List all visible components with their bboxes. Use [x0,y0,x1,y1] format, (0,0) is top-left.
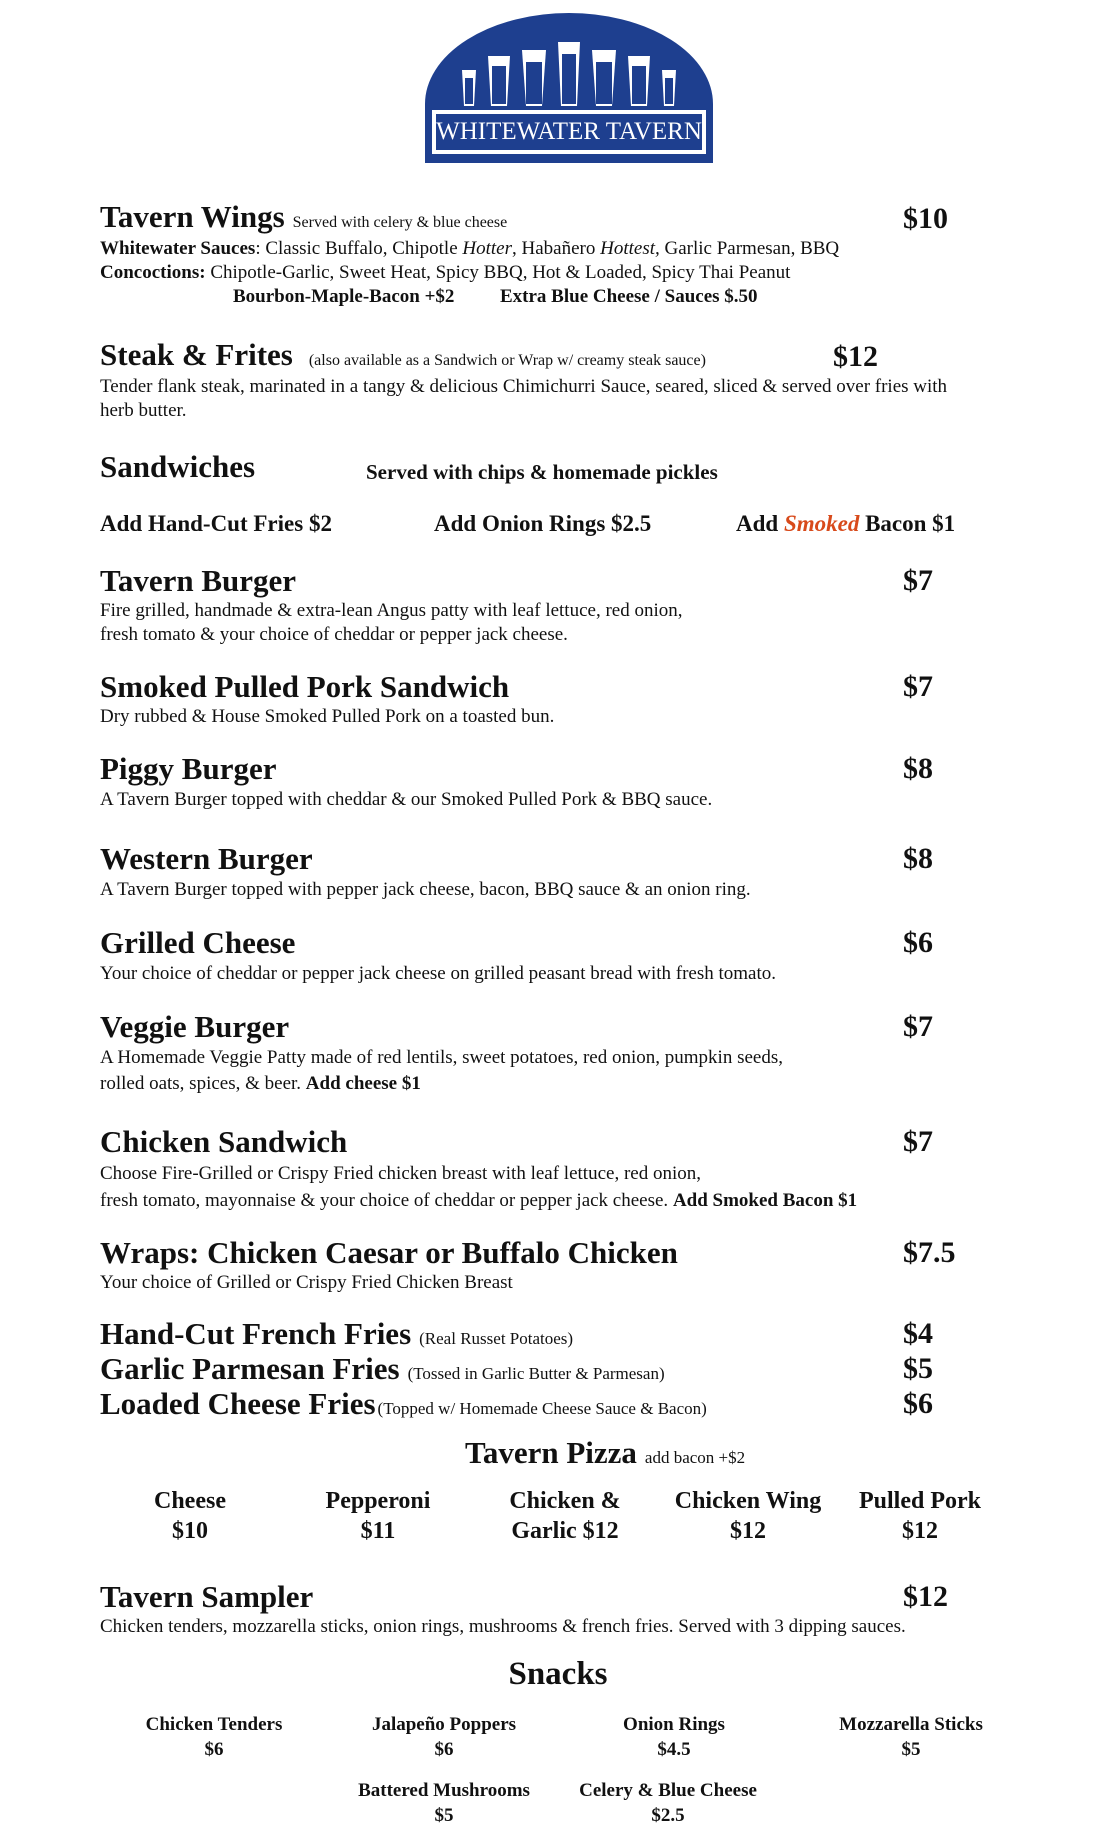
wings-heading [100,200,507,240]
pulled-pork-desc: Dry rubbed & House Smoked Pulled Pork on a toasted bun. [100,706,555,727]
pizza-option: Pepperoni $11 [325,1488,431,1544]
wings-concoctions: Concoctions: Chipotle-Garlic, Sweet Heat, Spicy BBQ, Hot & Loaded, Spicy Thai Peanut [100,262,791,283]
pulled-pork-title: Smoked Pulled Pork Sandwich [100,669,510,704]
grilled-cheese-desc: Your choice of cheddar or pepper jack cheese on grilled peasant bread with fresh tomato. [100,963,777,984]
wings-title: Tavern Wings [100,199,285,234]
snacks-title: Snacks [508,1656,608,1692]
steak-title: Steak & Frites [100,337,293,372]
sampler-price: $12 [903,1580,948,1613]
grilled-cheese-title: Grilled Cheese [100,925,296,960]
sandwiches-subtitle: Served with chips & homemade pickles [366,460,718,484]
sampler-desc: Chicken tenders, mozzarella sticks, onion rings, mushrooms & french fries. Served with 3 dipping sauces. [100,1616,906,1637]
chicken-sandwich-title: Chicken Sandwich [100,1124,348,1159]
add-bacon: Add Smoked Bacon $1 [736,511,956,536]
pizza-option: Cheese $10 [154,1488,226,1544]
tavern-burger-title: Tavern Burger [100,563,297,598]
logo-text: WHITEWATER TAVERN [436,118,702,145]
pizza-option: Chicken Wing $12 [674,1488,822,1544]
pizza-title: Tavern Pizza [465,1435,637,1470]
steak-desc-1: Tender flank steak, marinated in a tangy & delicious Chimichurri Sauce, seared, sliced & served over fries with [100,376,948,397]
wraps-title: Wraps: Chicken Caesar or Buffalo Chicken [100,1235,678,1270]
pulled-pork-price: $7 [903,670,933,703]
western-burger-title: Western Burger [100,841,313,876]
wings-addon-cheese: Extra Blue Cheese / Sauces $.50 [500,286,758,307]
steak-note: (also available as a Sandwich or Wrap w/ creamy steak sauce) [308,352,706,369]
snack-item: Onion Rings $4.5 [623,1714,725,1760]
steak-desc-2: herb butter. [100,400,187,421]
chicken-sandwich-desc-1: Choose Fire-Grilled or Crispy Fried chicken breast with leaf lettuce, red onion, [100,1163,701,1184]
snack-item: Chicken Tenders $6 [145,1714,283,1760]
wings-sauces: Whitewater Sauces: Classic Buffalo, Chipotle Hotter, Habañero Hottest, Garlic Parmesan, BBQ [100,238,840,259]
add-fries: Add Hand-Cut Fries $2 [100,511,332,536]
veggie-burger-price: $7 [903,1010,933,1043]
western-burger-desc: A Tavern Burger topped with pepper jack cheese, bacon, BBQ sauce & an onion ring. [100,879,751,900]
chicken-sandwich-price: $7 [903,1125,933,1158]
wings-note: Served with celery & blue cheese [292,214,508,231]
pizza-option: Chicken & Garlic $12 [509,1488,621,1544]
fries-garlic-parmesan-price: $5 [903,1352,933,1385]
piggy-burger-title: Piggy Burger [100,751,277,786]
tavern-burger-desc-2: fresh tomato & your choice of cheddar or pepper jack cheese. [100,624,568,645]
fries-garlic-parmesan: Garlic Parmesan Fries (Tossed in Garlic Butter & Parmesan) [100,1351,665,1386]
fries-hand-cut-price: $4 [903,1317,933,1350]
snack-item: Mozzarella Sticks $5 [839,1714,983,1760]
piggy-burger-price: $8 [903,752,933,785]
snack-item: Battered Mushrooms $5 [358,1780,530,1826]
sampler-title: Tavern Sampler [100,1579,314,1614]
sandwiches-title: Sandwiches [100,449,256,484]
steak-price: $12 [833,340,878,373]
chicken-sandwich-desc-2: fresh tomato, mayonnaise & your choice of cheddar or pepper jack cheese. Add Smoked Bacon $1 [100,1190,858,1211]
veggie-burger-desc-2: rolled oats, spices, & beer. Add cheese $1 [100,1073,421,1094]
chicken-add-bacon: Add Smoked Bacon $1 [672,1190,858,1211]
pizza-option: Pulled Pork $12 [858,1488,981,1544]
grilled-cheese-price: $6 [903,926,933,959]
add-onion-rings: Add Onion Rings $2.5 [434,511,652,536]
tavern-burger-price: $7 [903,564,933,597]
veggie-burger-title: Veggie Burger [100,1009,290,1044]
wings-price: $10 [903,202,948,235]
snack-item: Celery & Blue Cheese $2.5 [579,1780,757,1826]
wraps-desc: Your choice of Grilled or Crispy Fried Chicken Breast [100,1272,513,1293]
steak-heading [100,338,706,378]
fries-loaded-cheese: Loaded Cheese Fries (Topped w/ Homemade Cheese Sauce & Bacon) [100,1386,707,1421]
pizza-heading [465,1435,745,1471]
wraps-price: $7.5 [903,1236,956,1269]
tavern-logo [418,12,720,167]
snack-item: Jalapeño Poppers $6 [371,1714,517,1760]
smoked-highlight: Smoked [783,511,860,536]
veggie-burger-desc-1: A Homemade Veggie Patty made of red lentils, sweet potatoes, red onion, pumpkin seeds, [100,1047,783,1068]
veggie-add-cheese: Add cheese $1 [305,1073,421,1094]
fries-loaded-cheese-price: $6 [903,1387,933,1420]
pizza-note: add bacon +$2 [644,1448,746,1467]
fries-hand-cut: Hand-Cut French Fries (Real Russet Potatoes) [100,1316,574,1351]
western-burger-price: $8 [903,842,933,875]
tavern-burger-desc-1: Fire grilled, handmade & extra-lean Angus patty with leaf lettuce, red onion, [100,600,683,621]
piggy-burger-desc: A Tavern Burger topped with cheddar & our Smoked Pulled Pork & BBQ sauce. [100,789,713,810]
wings-addon-bacon: Bourbon-Maple-Bacon +$2 [233,286,455,307]
